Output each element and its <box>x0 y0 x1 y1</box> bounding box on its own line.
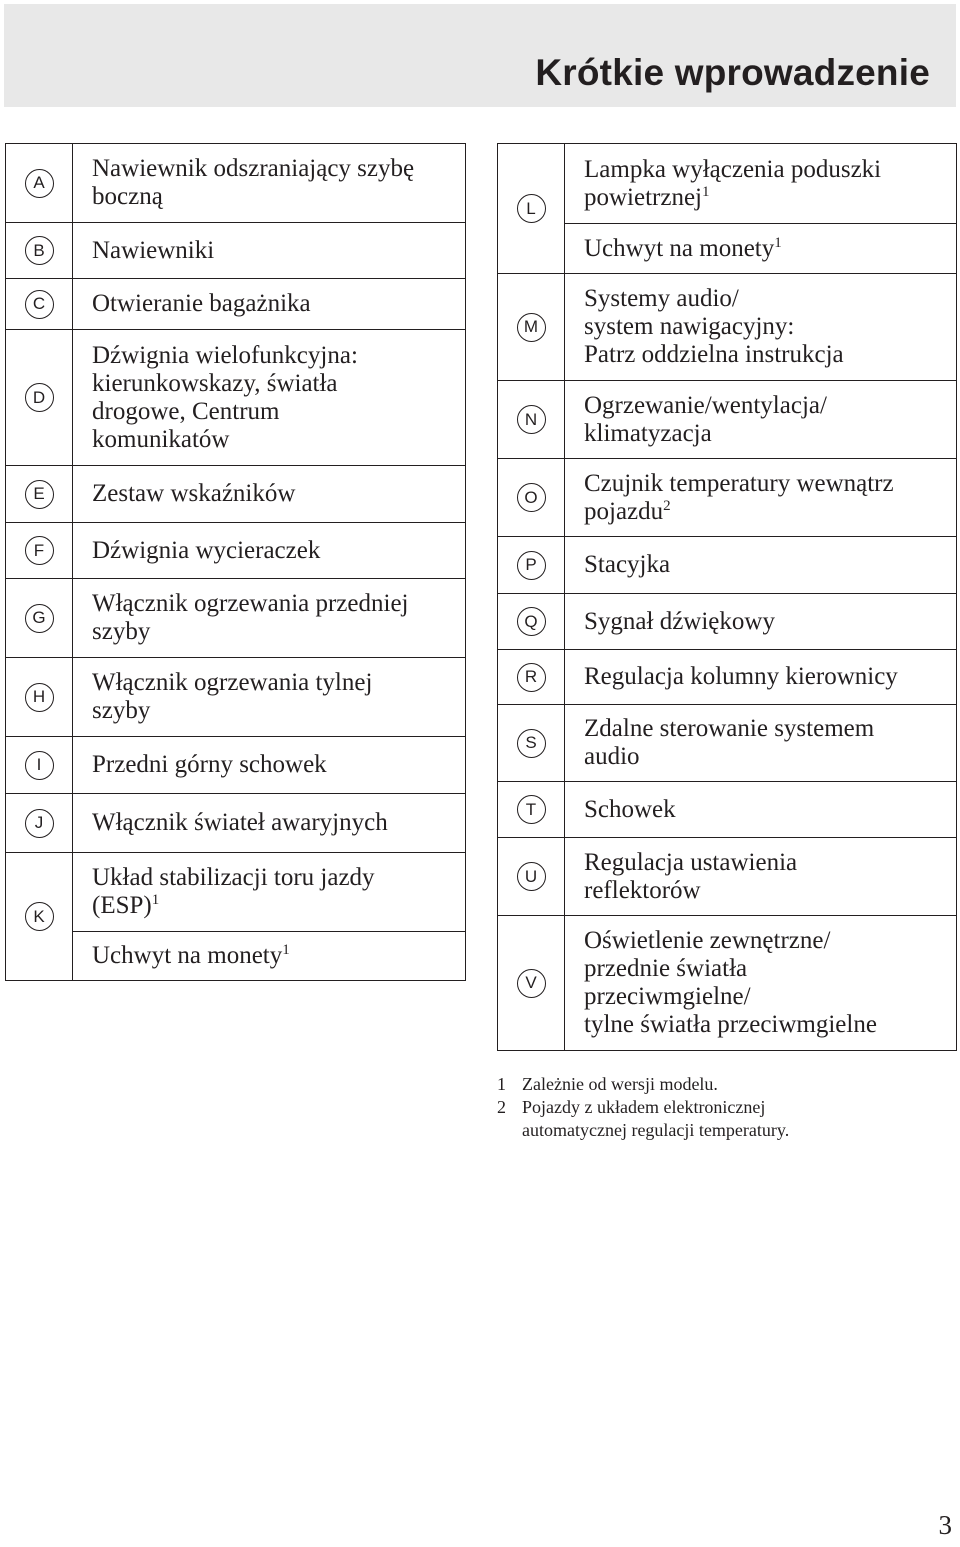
legend-row <box>498 224 957 274</box>
text-line <box>92 290 457 318</box>
marker-cell <box>6 466 73 523</box>
text-line <box>92 480 457 508</box>
text-line <box>584 608 948 636</box>
text-line <box>92 342 457 370</box>
legend-row <box>6 523 466 579</box>
footnote-ref: 1 <box>702 183 710 200</box>
line-text: Lampka wyłączenia poduszki <box>584 155 882 183</box>
legend-row <box>6 223 466 279</box>
marker-cell <box>498 705 565 782</box>
text-line <box>92 398 457 426</box>
line-text: Sygnał dźwiękowy <box>584 607 775 635</box>
legend-row <box>498 459 957 537</box>
marker-cell <box>6 330 73 466</box>
text-line <box>584 341 948 369</box>
line-text: Oświetlenie zewnętrzne/ <box>584 927 831 954</box>
page-number: 3 <box>938 1510 952 1540</box>
line-text: Dźwignia wycieraczek <box>92 536 321 564</box>
legend-row <box>498 705 957 782</box>
circle-letter-icon: K <box>25 902 54 931</box>
line-text: Systemy audio/ <box>584 285 739 312</box>
line-text: szyby <box>92 618 151 645</box>
marker-cell <box>6 579 73 658</box>
text-line <box>584 420 948 448</box>
circle-letter-icon: D <box>25 383 54 412</box>
circle-letter-icon: T <box>517 795 546 824</box>
text-line <box>584 1011 948 1039</box>
text-line <box>584 849 948 877</box>
legend-row <box>6 932 466 981</box>
footnote-ref: 1 <box>282 942 290 958</box>
text-line <box>584 285 948 313</box>
description-cell <box>565 144 957 224</box>
text-line <box>584 927 948 955</box>
marker-cell <box>6 279 73 330</box>
marker-cell <box>6 144 73 223</box>
footnote-number: 1 <box>497 1074 506 1094</box>
legend-table-right <box>497 143 957 1051</box>
footnote-text: Pojazdy z układem elektronicznej <box>522 1097 766 1117</box>
text-line <box>584 235 948 263</box>
line-text: Przedni górny schowek <box>92 751 327 778</box>
line-text: Włącznik ogrzewania przedniej <box>92 590 409 617</box>
legend-row <box>6 330 466 466</box>
footnote-ref: 1 <box>774 234 782 251</box>
line-text: Regulacja ustawienia <box>584 848 798 876</box>
text-line <box>584 156 948 184</box>
circle-letter-icon: H <box>25 683 54 712</box>
marker-cell <box>498 916 565 1051</box>
text-line <box>584 313 948 341</box>
description-cell <box>73 523 466 579</box>
footnote-text: automatycznej regulacji temperatury. <box>522 1120 790 1140</box>
legend-row <box>498 594 957 650</box>
text-line <box>584 796 948 824</box>
text-line <box>92 155 457 183</box>
line-text: system nawigacyjny: <box>584 313 795 340</box>
line-text: (ESP) <box>92 892 152 919</box>
line-text: Zestaw wskaźników <box>92 480 296 507</box>
line-text: komunikatów <box>92 425 230 453</box>
circle-letter-icon: L <box>517 194 546 223</box>
circle-letter-icon: M <box>517 313 546 342</box>
circle-letter-icon: P <box>517 551 546 580</box>
text-line <box>584 470 948 498</box>
legend-table-left <box>5 143 466 981</box>
footnote-number: 2 <box>497 1097 506 1117</box>
marker-cell <box>6 853 73 981</box>
description-cell <box>565 782 957 838</box>
legend-row <box>6 279 466 330</box>
description-cell <box>565 594 957 650</box>
circle-letter-icon: J <box>25 809 54 838</box>
line-text: Czujnik temperatury wewnątrz <box>584 469 894 497</box>
description-cell <box>73 144 466 223</box>
line-text: Regulacja kolumny kierownicy <box>584 663 898 690</box>
legend-row <box>6 579 466 658</box>
description-cell <box>565 705 957 782</box>
line-text: Włącznik ogrzewania tylnej <box>92 669 373 696</box>
circle-letter-icon: E <box>25 480 54 509</box>
text-line <box>92 942 457 970</box>
text-line <box>584 663 948 691</box>
text-line <box>92 370 457 398</box>
legend-row <box>6 853 466 932</box>
legend-row <box>6 466 466 523</box>
description-cell <box>73 737 466 794</box>
description-cell <box>73 658 466 737</box>
text-line <box>92 237 457 265</box>
description-cell <box>565 537 957 594</box>
line-text: Nawiewniki <box>92 236 215 264</box>
circle-letter-icon: G <box>25 604 54 633</box>
description-cell <box>565 916 957 1051</box>
text-line <box>92 892 457 920</box>
line-text: Uchwyt na monety <box>92 942 283 969</box>
line-text: drogowe, Centrum <box>92 397 280 425</box>
marker-cell <box>498 782 565 838</box>
description-cell <box>565 224 957 274</box>
line-text: pojazdu <box>584 497 664 525</box>
line-text: Dźwignia wielofunkcyjna: <box>92 341 358 369</box>
text-line <box>92 590 457 618</box>
marker-cell <box>498 650 565 705</box>
text-line <box>92 537 457 565</box>
marker-cell <box>6 223 73 279</box>
circle-letter-icon: I <box>25 751 54 780</box>
line-text: Otwieranie bagażnika <box>92 290 311 317</box>
description-cell <box>73 330 466 466</box>
legend-row <box>498 782 957 838</box>
marker-cell <box>498 274 565 381</box>
line-text: Ogrzewanie/wentylacja/ <box>584 391 827 419</box>
marker-cell <box>498 594 565 650</box>
description-cell <box>73 223 466 279</box>
text-line <box>92 809 457 837</box>
description-cell <box>565 459 957 537</box>
line-text: boczną <box>92 183 163 210</box>
circle-letter-icon: N <box>517 405 546 434</box>
circle-letter-icon: S <box>517 729 546 758</box>
text-line <box>584 498 948 526</box>
line-text: Schowek <box>584 795 676 823</box>
text-line <box>584 551 948 579</box>
line-text: klimatyzacja <box>584 419 712 447</box>
text-line <box>92 183 457 211</box>
line-text: przednie światła <box>584 955 748 982</box>
legend-row <box>498 916 957 1051</box>
description-cell <box>565 650 957 705</box>
description-cell <box>73 466 466 523</box>
description-cell <box>73 932 466 981</box>
circle-letter-icon: O <box>517 483 546 512</box>
legend-row <box>498 144 957 224</box>
description-cell <box>565 838 957 916</box>
text-line <box>92 426 457 454</box>
footnote <box>497 1073 937 1096</box>
page-title: Krótkie wprowadzenie <box>535 52 930 93</box>
line-text: Patrz oddzielna instrukcja <box>584 341 844 368</box>
text-line <box>92 618 457 646</box>
line-text: Włącznik świateł awaryjnych <box>92 809 388 836</box>
circle-letter-icon: F <box>25 536 54 565</box>
description-cell <box>565 274 957 381</box>
line-text: reflektorów <box>584 876 701 904</box>
text-line <box>584 743 948 771</box>
marker-cell <box>498 144 565 274</box>
legend-row <box>498 274 957 381</box>
legend-row <box>498 650 957 705</box>
description-cell <box>73 853 466 932</box>
text-line <box>584 392 948 420</box>
footnote-ref: 2 <box>663 497 671 514</box>
circle-letter-icon: Q <box>517 607 546 636</box>
marker-cell <box>6 658 73 737</box>
marker-cell <box>6 523 73 579</box>
marker-cell <box>498 459 565 537</box>
circle-letter-icon: R <box>517 663 546 692</box>
legend-row <box>6 658 466 737</box>
description-cell <box>73 794 466 853</box>
text-line <box>584 715 948 743</box>
line-text: powietrznej <box>584 183 703 211</box>
marker-cell <box>6 737 73 794</box>
marker-cell <box>498 537 565 594</box>
marker-cell <box>6 794 73 853</box>
text-line <box>584 184 948 212</box>
circle-letter-icon: B <box>25 236 54 265</box>
legend-row <box>498 838 957 916</box>
legend-row <box>6 737 466 794</box>
line-text: Układ stabilizacji toru jazdy <box>92 864 375 891</box>
footnote-ref: 1 <box>151 892 160 908</box>
legend-row <box>6 794 466 853</box>
description-cell <box>73 279 466 330</box>
footnotes <box>497 1073 937 1142</box>
circle-letter-icon: A <box>25 169 54 198</box>
legend-row <box>6 144 466 223</box>
text-line <box>584 983 948 1011</box>
footnote-text: Zależnie od wersji modelu. <box>522 1074 718 1094</box>
text-line <box>584 955 948 983</box>
circle-letter-icon: V <box>517 969 546 998</box>
line-text: szyby <box>92 697 151 724</box>
circle-letter-icon: U <box>517 862 546 891</box>
line-text: kierunkowskazy, światła <box>92 369 338 397</box>
footnote <box>497 1096 937 1142</box>
description-cell <box>565 381 957 459</box>
line-text: przeciwmgielne/ <box>584 983 751 1010</box>
line-text: Nawiewnik odszraniający szybę <box>92 155 415 182</box>
circle-letter-icon: C <box>25 290 54 319</box>
line-text: tylne światła przeciwmgielne <box>584 1011 877 1038</box>
text-line <box>92 751 457 779</box>
line-text: audio <box>584 743 640 770</box>
marker-cell <box>498 838 565 916</box>
text-line <box>584 877 948 905</box>
line-text: Zdalne sterowanie systemem <box>584 715 875 742</box>
legend-row <box>498 537 957 594</box>
line-text: Stacyjka <box>584 551 671 578</box>
marker-cell <box>498 381 565 459</box>
legend-row <box>498 381 957 459</box>
description-cell <box>73 579 466 658</box>
line-text: Uchwyt na monety <box>584 234 775 262</box>
text-line <box>92 697 457 725</box>
text-line <box>92 864 457 892</box>
text-line <box>92 669 457 697</box>
